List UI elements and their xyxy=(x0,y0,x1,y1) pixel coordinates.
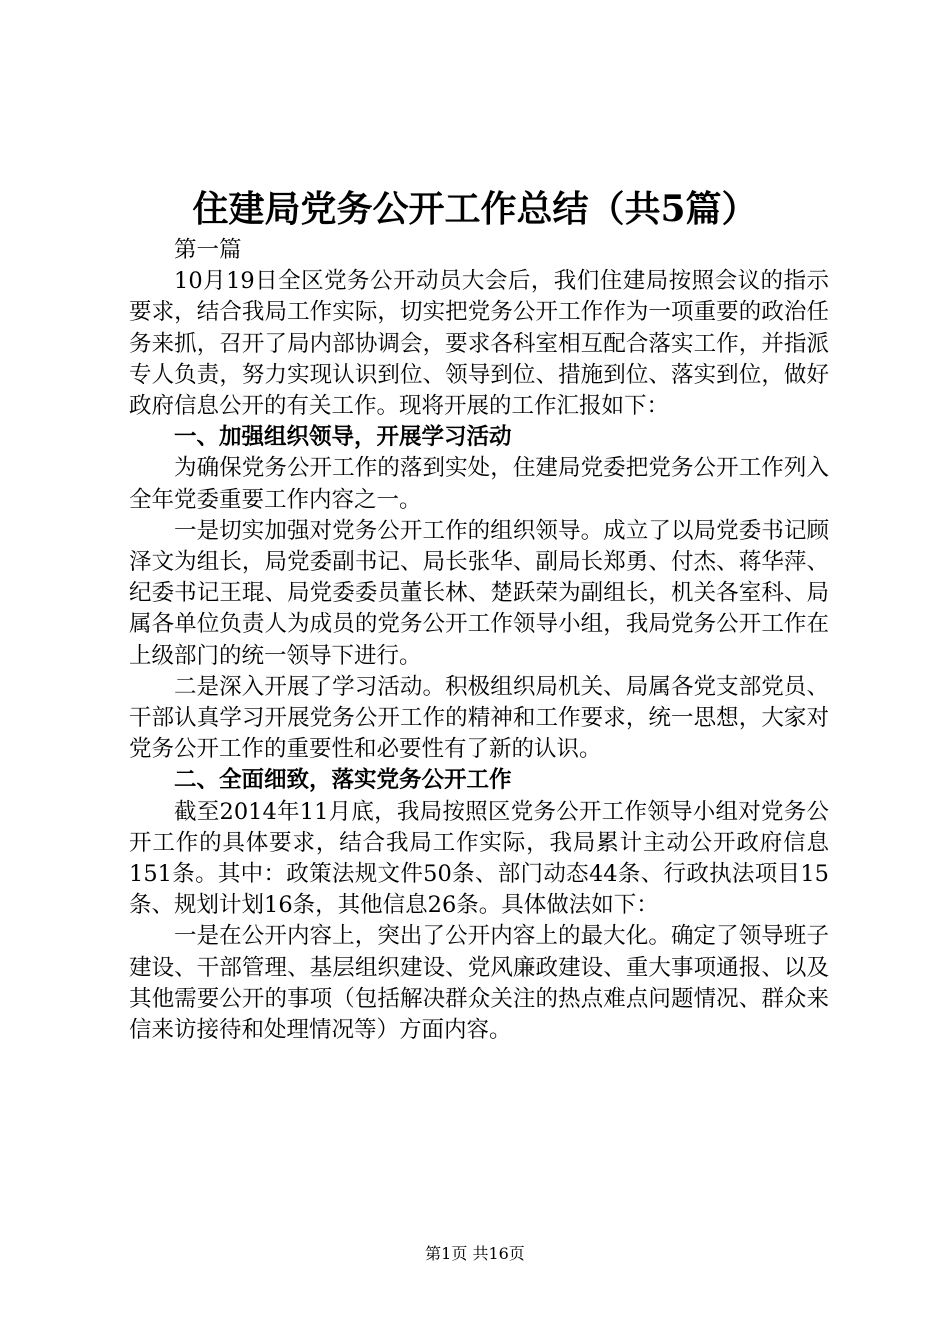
intro-paragraph: 10月19日全区党务公开动员大会后，我们住建局按照会议的指示要求，结合我局工作实际，切实把党务公开工作作为一项重要的政治任务来抓，召开了局内部协调会，要求各科室相互配合落实工作，并指派专人负责，努力实现认识到位、领导到位、措施到位、落实到位，做好政府信息公开的有关工作。现将开展的工作汇报如下： xyxy=(129,268,829,420)
document-title: 住建局党务公开工作总结（共5篇） xyxy=(192,188,758,230)
page-number-footer: 第1页 共16页 xyxy=(425,1244,525,1263)
section-heading-1: 一、加强组织领导，开展学习活动 xyxy=(174,424,512,451)
body-paragraph: 一是切实加强对党务公开工作的组织领导。成立了以局党委书记顾泽文为组长，局党委副书记、局长张华、副局长郑勇、付杰、蒋华萍、纪委书记王琨、局党委委员董长林、楚跃荣为副组长，机关各室科、局属各单位负责人为成员的党务公开工作领导小组，我局党务公开工作在上级部门的统一领导下进行。 xyxy=(129,517,829,669)
body-paragraph: 二是深入开展了学习活动。积极组织局机关、局属各党支部党员、干部认真学习开展党务公开工作的精神和工作要求，统一思想，大家对党务公开工作的重要性和必要性有了新的认识。 xyxy=(129,673,829,763)
document-body xyxy=(129,235,829,1046)
body-paragraph: 截至2014年11月底，我局按照区党务公开工作领导小组对党务公开工作的具体要求，结合我局工作实际，我局累计主动公开政府信息151条。其中：政策法规文件50条、部门动态44条、行政执法项目15条、规划计划16条，其他信息26条。具体做法如下： xyxy=(129,798,829,919)
section-heading-2: 二、全面细致，落实党务公开工作 xyxy=(174,767,512,794)
body-paragraph: 一是在公开内容上，突出了公开内容上的最大化。确定了领导班子建设、干部管理、基层组织建设、党风廉政建设、重大事项通报、以及其他需要公开的事项（包括解决群众关注的热点难点问题情况、群众来信来访接待和处理情况等）方面内容。 xyxy=(129,923,829,1044)
body-paragraph: 为确保党务公开工作的落到实处，住建局党委把党务公开工作列入全年党委重要工作内容之一。 xyxy=(129,455,829,513)
section-label: 第一篇 xyxy=(174,237,242,263)
